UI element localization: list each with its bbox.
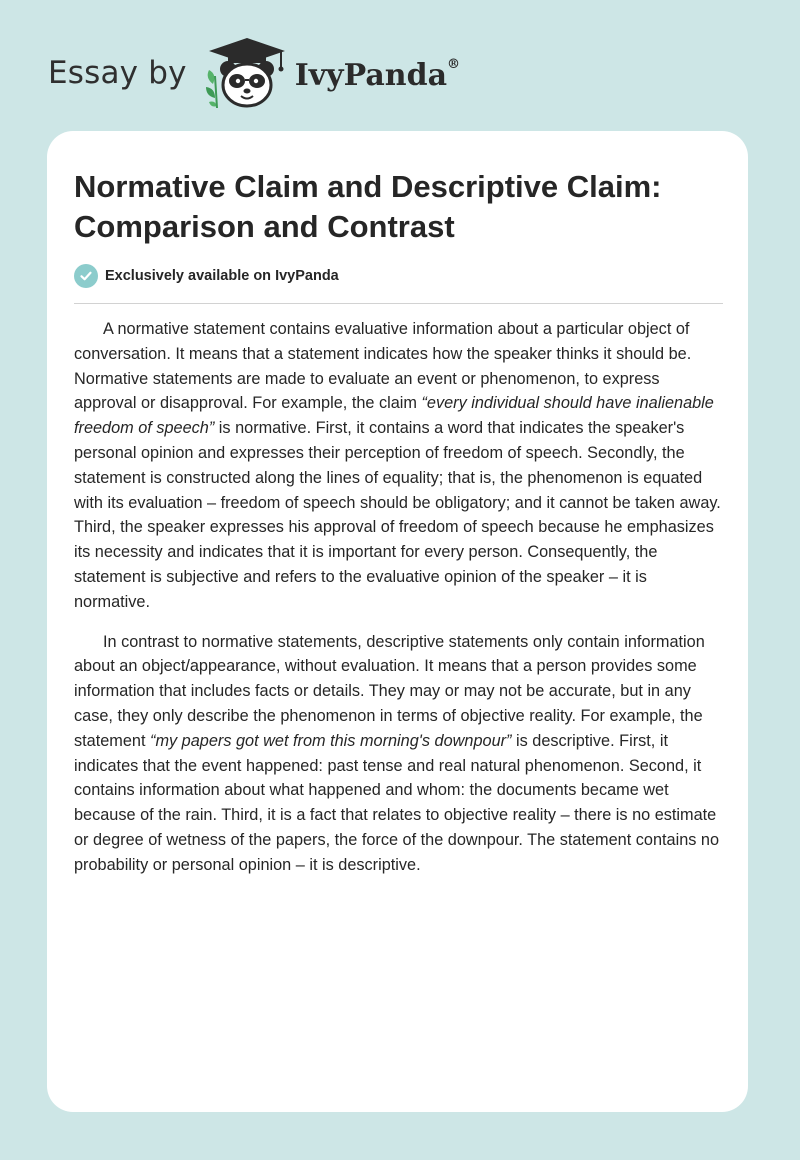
page-title: Normative Claim and Descriptive Claim: Comparison and Contrast (74, 169, 662, 244)
brand-name: IvyPanda (294, 57, 448, 93)
exclusive-badge (74, 264, 339, 288)
registered-mark: ® (447, 56, 461, 72)
exclusive-badge-text: Exclusively available on IvyPanda (105, 268, 339, 284)
site-header (48, 36, 460, 110)
paragraph-text: A normative statement contains evaluative information about a particular object of conversation. It means that a statement indicates how the speaker thinks it should be. Normative statements are made to evaluate an event or phenomenon, to express approval or disapproval. For example, the claim (74, 320, 692, 413)
essay-by-label: Essay by (48, 55, 187, 91)
brand-logo[interactable] (295, 58, 460, 93)
paragraph-normative (74, 317, 726, 615)
paragraph-descriptive (74, 630, 726, 878)
panda-mascot-icon (201, 36, 293, 110)
check-icon (74, 264, 98, 288)
essay-body (74, 317, 726, 893)
example-quote: “every individual should have inalienable freedom of speech” (74, 394, 714, 438)
paragraph-text: is normative. First, it contains a word that indicates the speaker's personal opinion and expresses their perception of freedom of speech. Secondly, the statement is constructed along the lines of equality; that is, the phenomenon is equated with its evaluation – freedom of speech should be obligatory; and it cannot be taken away. Third, the speaker expresses his approval of freedom of speech because he emphasizes its necessity and indicates that it is important for every person. Consequently, the statement is subjective and refers to the evaluative opinion of the speaker – it is normative. (74, 419, 721, 611)
example-quote: “my papers got wet from this morning's downpour” (150, 731, 512, 750)
paragraph-text: In contrast to normative statements, descriptive statements only contain information about an object/appearance, without evaluation. It means that a person provides some information that includes facts or details. They may or may not be accurate, but in any case, they only describe the phenomenon in terms of objective reality. For example, the statement (74, 632, 705, 750)
paragraph-text: is descriptive. First, it indicates that the event happened: past tense and real natural phenomenon. Second, it contains information about what happened and whom: the documents became wet because of the rain. Third, it is a fact that relates to objective reality – there is no estimate or degree of wetness of the papers, the force of the downpour. The statement contains no probability or personal opinion – it is descriptive. (74, 731, 720, 874)
essay-card (47, 131, 748, 1112)
divider (74, 303, 723, 304)
